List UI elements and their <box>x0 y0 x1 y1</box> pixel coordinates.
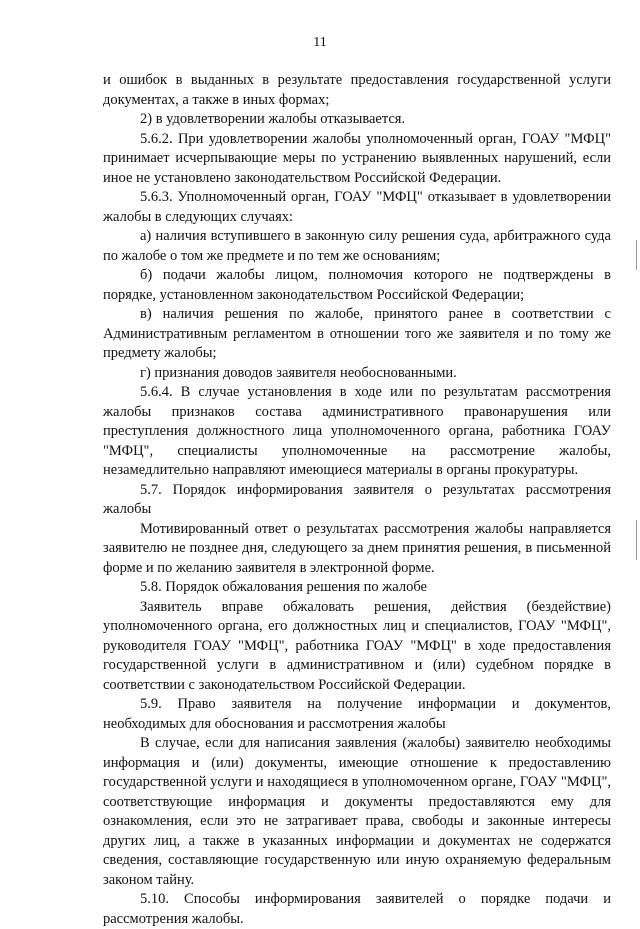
scan-edge-mark <box>636 520 637 560</box>
paragraph-5-8-body: Заявитель вправе обжаловать решения, действия (бездействие) уполномоченного органа, его должностных лиц и специалистов, ГОАУ "МФЦ", руководителя ГОАУ "МФЦ", работника ГОАУ "МФЦ" в ходе предоставления государственной услуги в административном и (или) судебном порядке в соответствии с законодательством Российской Федерации. <box>103 598 611 693</box>
heading-5-8: 5.8. Порядок обжалования решения по жалобе <box>140 579 427 595</box>
document-body <box>103 71 611 929</box>
paragraph-continuation: и ошибок в выданных в результате предоставления государственной услуги документах, а также в иных формах; <box>103 72 611 108</box>
paragraph-5-9-body: В случае, если для написания заявления (жалобы) заявителю необходимы информация и (или) документы, имеющие отношение к предоставлению государственной услуги и находящиеся в уполномоченном органе, ГОАУ "МФЦ", соответствующие информация и документы предоставляются ему для ознакомления, если это не затрагивает права, свободы и законные интересы других лиц, а также в указанных информации и документах не содержатся сведения, составляющие государственную или иную охраняемую федеральным законом тайну. <box>103 735 611 888</box>
paragraph-item-b: б) подачи жалобы лицом, полномочия которого не подтверждены в порядке, установленном законодательством Российской Федерации; <box>103 267 611 303</box>
paragraph-item-g: г) признания доводов заявителя необоснованными. <box>140 364 457 381</box>
paragraph-5-6-2: 5.6.2. При удовлетворении жалобы уполномоченный орган, ГОАУ "МФЦ" принимает исчерпывающие меры по устранению выявленных нарушений, если иное не установлено законодательством Российской Федерации. <box>103 130 611 186</box>
paragraph-item-a: а) наличия вступившего в законную силу решения суда, арбитражного суда по жалобе о том же предмете и по тем же основаниям; <box>103 228 611 264</box>
paragraph-5-7-body: Мотивированный ответ о результатах рассмотрения жалобы направляется заявителю не позднее дня, следующего за днем принятия решения, в письменной форме и по желанию заявителя в электронной форме. <box>103 520 611 576</box>
heading-5-10: 5.10. Способы информирования заявителей о порядке подачи и рассмотрения жалобы. <box>103 891 611 927</box>
heading-5-9: 5.9. Право заявителя на получение информации и документов, необходимых для обоснования и рассмотрения жалобы <box>103 696 611 732</box>
heading-5-7: 5.7. Порядок информирования заявителя о результатах рассмотрения жалобы <box>103 481 611 517</box>
page-number: 11 <box>313 35 327 50</box>
paragraph-5-6-4: 5.6.4. В случае установления в ходе или по результатам рассмотрения жалобы признаков состава административного правонарушения или преступления должностного лица уполномоченного органа, работника ГОАУ "МФЦ", специалисты уполномоченные на рассмотрение жалобы, незамедлительно направляют имеющиеся материалы в органы прокуратуры. <box>103 384 611 478</box>
paragraph-5-6-3: 5.6.3. Уполномоченный орган, ГОАУ "МФЦ" отказывает в удовлетворении жалобы в следующих случаях: <box>103 189 611 225</box>
paragraph-item-2: 2) в удовлетворении жалобы отказывается. <box>140 111 406 127</box>
paragraph-item-v: в) наличия решения по жалобе, принятого ранее в соответствии с Административным регламентом в отношении того же заявителя и по тому же предмету жалобы; <box>103 306 611 361</box>
scan-edge-mark <box>636 240 637 270</box>
